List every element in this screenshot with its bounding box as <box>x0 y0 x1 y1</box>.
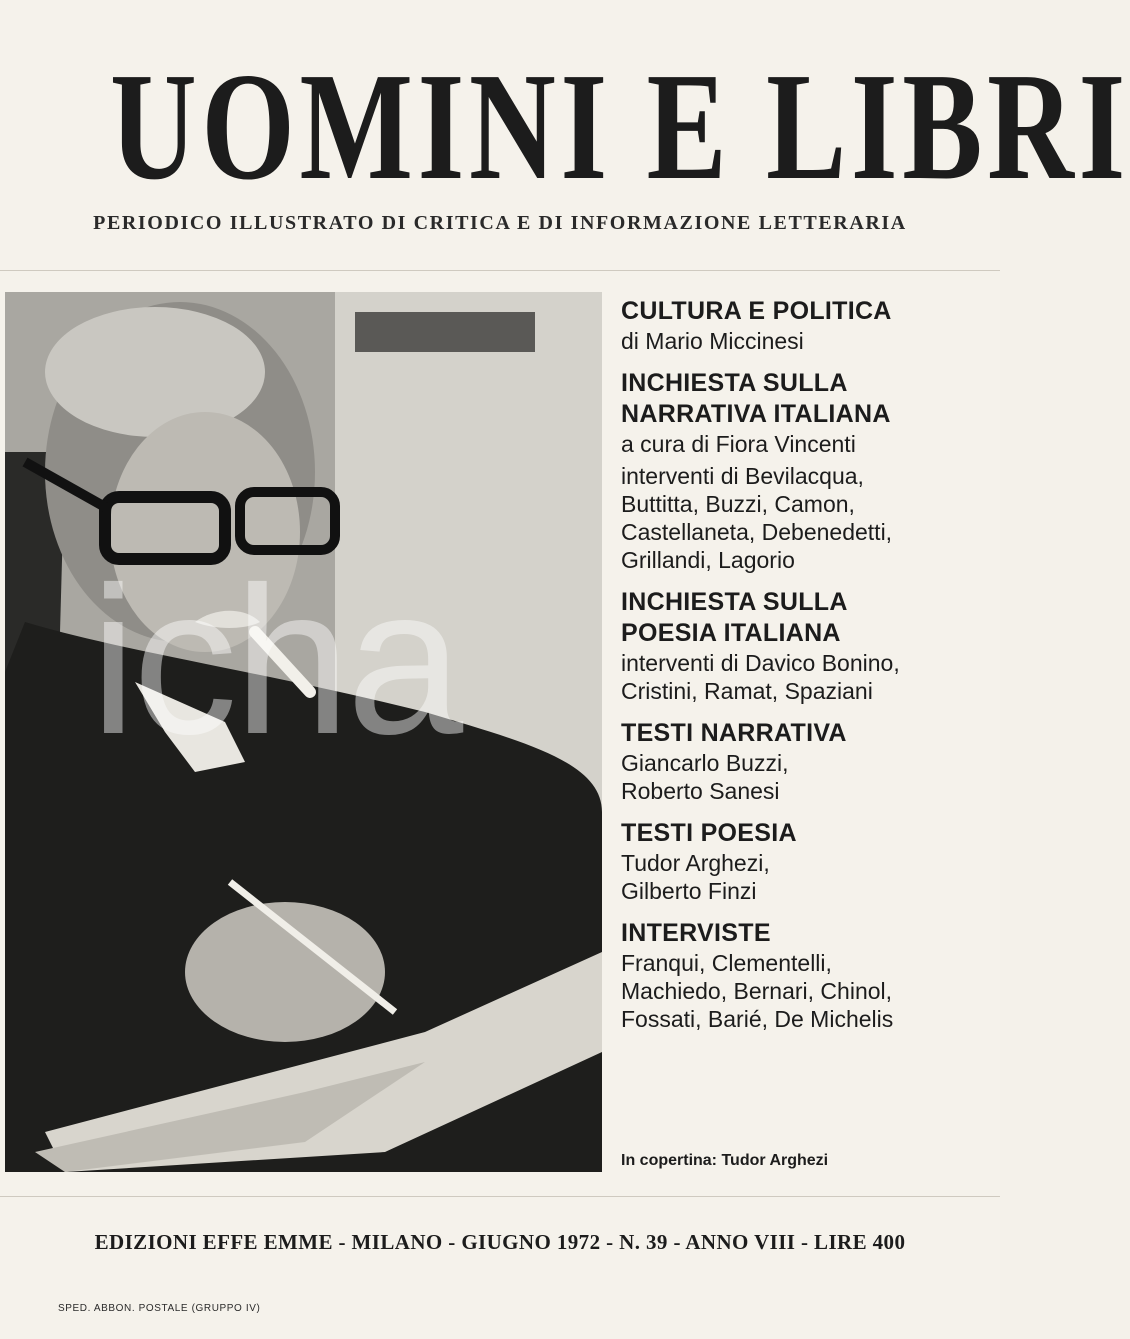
toc-heading: INTERVISTE <box>621 919 771 947</box>
table-of-contents <box>621 296 991 1046</box>
toc-heading: POESIA ITALIANA <box>621 619 841 647</box>
toc-line: Grillandi, Lagorio <box>621 547 795 573</box>
toc-section <box>621 368 991 574</box>
toc-line: Cristini, Ramat, Spaziani <box>621 678 873 704</box>
toc-line: Giancarlo Buzzi, <box>621 750 789 776</box>
masthead-subtitle: PERIODICO ILLUSTRATO DI CRITICA E DI INFORMAZIONE LETTERARIA <box>93 212 907 234</box>
toc-heading: TESTI NARRATIVA <box>621 719 847 747</box>
toc-line: Buttitta, Buzzi, Camon, <box>621 491 855 517</box>
bottom-divider <box>0 1196 1000 1197</box>
toc-line: interventi di Bevilacqua, <box>621 463 864 489</box>
masthead-title: UOMINI E LIBRI <box>110 42 1130 212</box>
toc-line: Tudor Arghezi, <box>621 850 770 876</box>
toc-heading: CULTURA E POLITICA <box>621 297 892 325</box>
toc-line: Fossati, Barié, De Michelis <box>621 1006 894 1032</box>
toc-heading: NARRATIVA ITALIANA <box>621 400 891 428</box>
toc-line: Franqui, Clementelli, <box>621 950 832 976</box>
toc-line: interventi di Davico Bonino, <box>621 650 900 676</box>
toc-line: di Mario Miccinesi <box>621 328 804 354</box>
toc-section <box>621 918 991 1033</box>
toc-line: a cura di Fiora Vincenti <box>621 431 856 457</box>
toc-heading: TESTI POESIA <box>621 819 797 847</box>
toc-line: Castellaneta, Debenedetti, <box>621 519 893 545</box>
toc-heading: INCHIESTA SULLA <box>621 369 848 397</box>
toc-section <box>621 718 991 805</box>
toc-section <box>621 818 991 905</box>
toc-line: Machiedo, Bernari, Chinol, <box>621 978 893 1004</box>
top-divider <box>0 270 1000 271</box>
postal-note: SPED. ABBON. POSTALE (GRUPPO IV) <box>58 1303 261 1314</box>
watermark-text: icha <box>90 543 460 778</box>
cover-photo <box>5 292 602 1172</box>
toc-line: Roberto Sanesi <box>621 778 780 804</box>
imprint-line: EDIZIONI EFFE EMME - MILANO - GIUGNO 1972 - N. 39 - ANNO VIII - LIRE 400 <box>94 1230 906 1254</box>
cover-credit: In copertina: Tudor Arghezi <box>621 1152 829 1169</box>
cover-photo-illustration <box>5 292 602 1172</box>
toc-heading: INCHIESTA SULLA <box>621 588 848 616</box>
toc-line: Gilberto Finzi <box>621 878 757 904</box>
toc-section <box>621 587 991 705</box>
toc-section <box>621 296 991 355</box>
